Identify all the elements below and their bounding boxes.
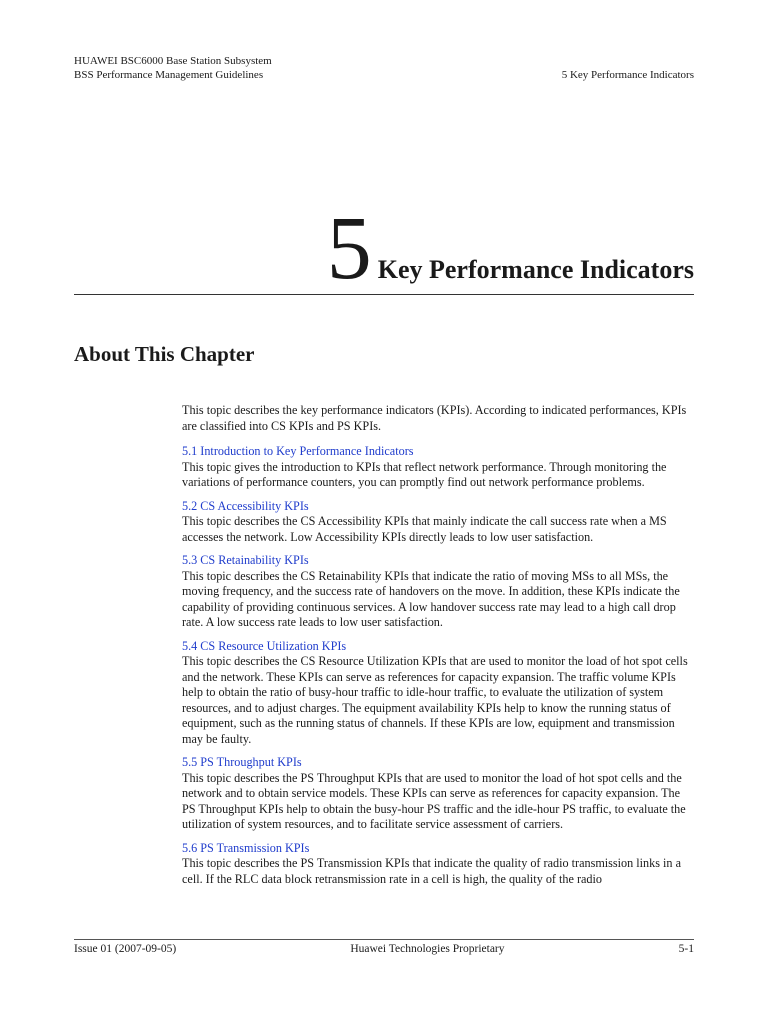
- running-header: [74, 68, 694, 82]
- footer-proprietary: Huawei Technologies Proprietary: [350, 943, 505, 955]
- section-description: This topic gives the introduction to KPIs that reflect network performance. Through monitoring the variations of performance counters, you can promptly find out network performance problems.: [182, 459, 667, 489]
- running-header-product: HUAWEI BSC6000 Base Station Subsystem: [74, 55, 272, 67]
- section-entry: [182, 841, 696, 888]
- section-description: This topic describes the PS Throughput KPIs that are used to monitor the load of hot spot cells and the network and to obtain service models. These KPIs can serve as references for capacity expansion. The PS Throughput KPIs help to obtain the busy-hour PS traffic and the idle-hour PS traffic, to evaluate the utilization of system resources, and to facilitate service assessment of carriers.: [182, 770, 686, 831]
- running-header-doc-title: BSS Performance Management Guidelines: [74, 69, 264, 81]
- section-entry: [182, 639, 696, 748]
- section-entry: [182, 444, 696, 491]
- section-description: This topic describes the CS Resource Utilization KPIs that are used to monitor the load of hot spot cells and the network. These KPIs can serve as references for capacity expansion. The traffic volume KPIs help to obtain the ratio of busy-hour traffic to idle-hour traffic, to evaluate the utilization of system resources, and to adjust charges. The equipment availability KPIs help to know the running status of equipment, such as the running status of channels. If these KPIs are low, equipment and transmission may be faulty.: [182, 654, 688, 746]
- section-link[interactable]: 5.2 CS Accessibility KPIs: [182, 498, 309, 513]
- section-entry: [182, 499, 696, 546]
- section-link[interactable]: 5.3 CS Retainability KPIs: [182, 553, 309, 567]
- chapter-heading: [326, 199, 694, 298]
- page-number: 5-1: [678, 943, 694, 955]
- chapter-content: [182, 403, 696, 895]
- chapter-divider: [74, 294, 694, 295]
- section-description: This topic describes the PS Transmission KPIs that indicate the quality of radio transmission links in a cell. If the RLC data block retransmission rate in a cell is high, the quality of the radio: [182, 856, 681, 886]
- about-heading: About This Chapter: [74, 342, 255, 366]
- section-description: This topic describes the CS Retainability KPIs that indicate the ratio of moving MSs to all MSs, the moving frequency, and the success rate of handovers on the move. In addition, these KPIs indicate the capability of providing continuous services. A low handover success rate may lead to a high call drop rate. A low success rate leads to low user satisfaction.: [182, 568, 680, 629]
- section-link[interactable]: 5.6 PS Transmission KPIs: [182, 840, 310, 855]
- chapter-number: 5: [326, 199, 372, 298]
- section-description: This topic describes the CS Accessibility KPIs that mainly indicate the call success rate when a MS accesses the network. Low Accessibility KPIs directly leads to low user satisfaction.: [182, 514, 667, 544]
- footer-issue: Issue 01 (2007-09-05): [74, 943, 177, 955]
- section-entry: [182, 553, 696, 631]
- section-link[interactable]: 5.5 PS Throughput KPIs: [182, 755, 302, 769]
- about-intro: This topic describes the key performance indicators (KPIs). According to indicated performances, KPIs are classified into CS KPIs and PS KPIs.: [182, 403, 687, 433]
- footer-divider: [74, 939, 694, 940]
- section-link[interactable]: 5.1 Introduction to Key Performance Indicators: [182, 444, 414, 458]
- section-link[interactable]: 5.4 CS Resource Utilization KPIs: [182, 638, 347, 653]
- section-entry: [182, 755, 696, 833]
- page-footer: [74, 943, 694, 955]
- running-header-chapter: 5 Key Performance Indicators: [561, 69, 694, 81]
- chapter-title: Key Performance Indicators: [377, 255, 694, 284]
